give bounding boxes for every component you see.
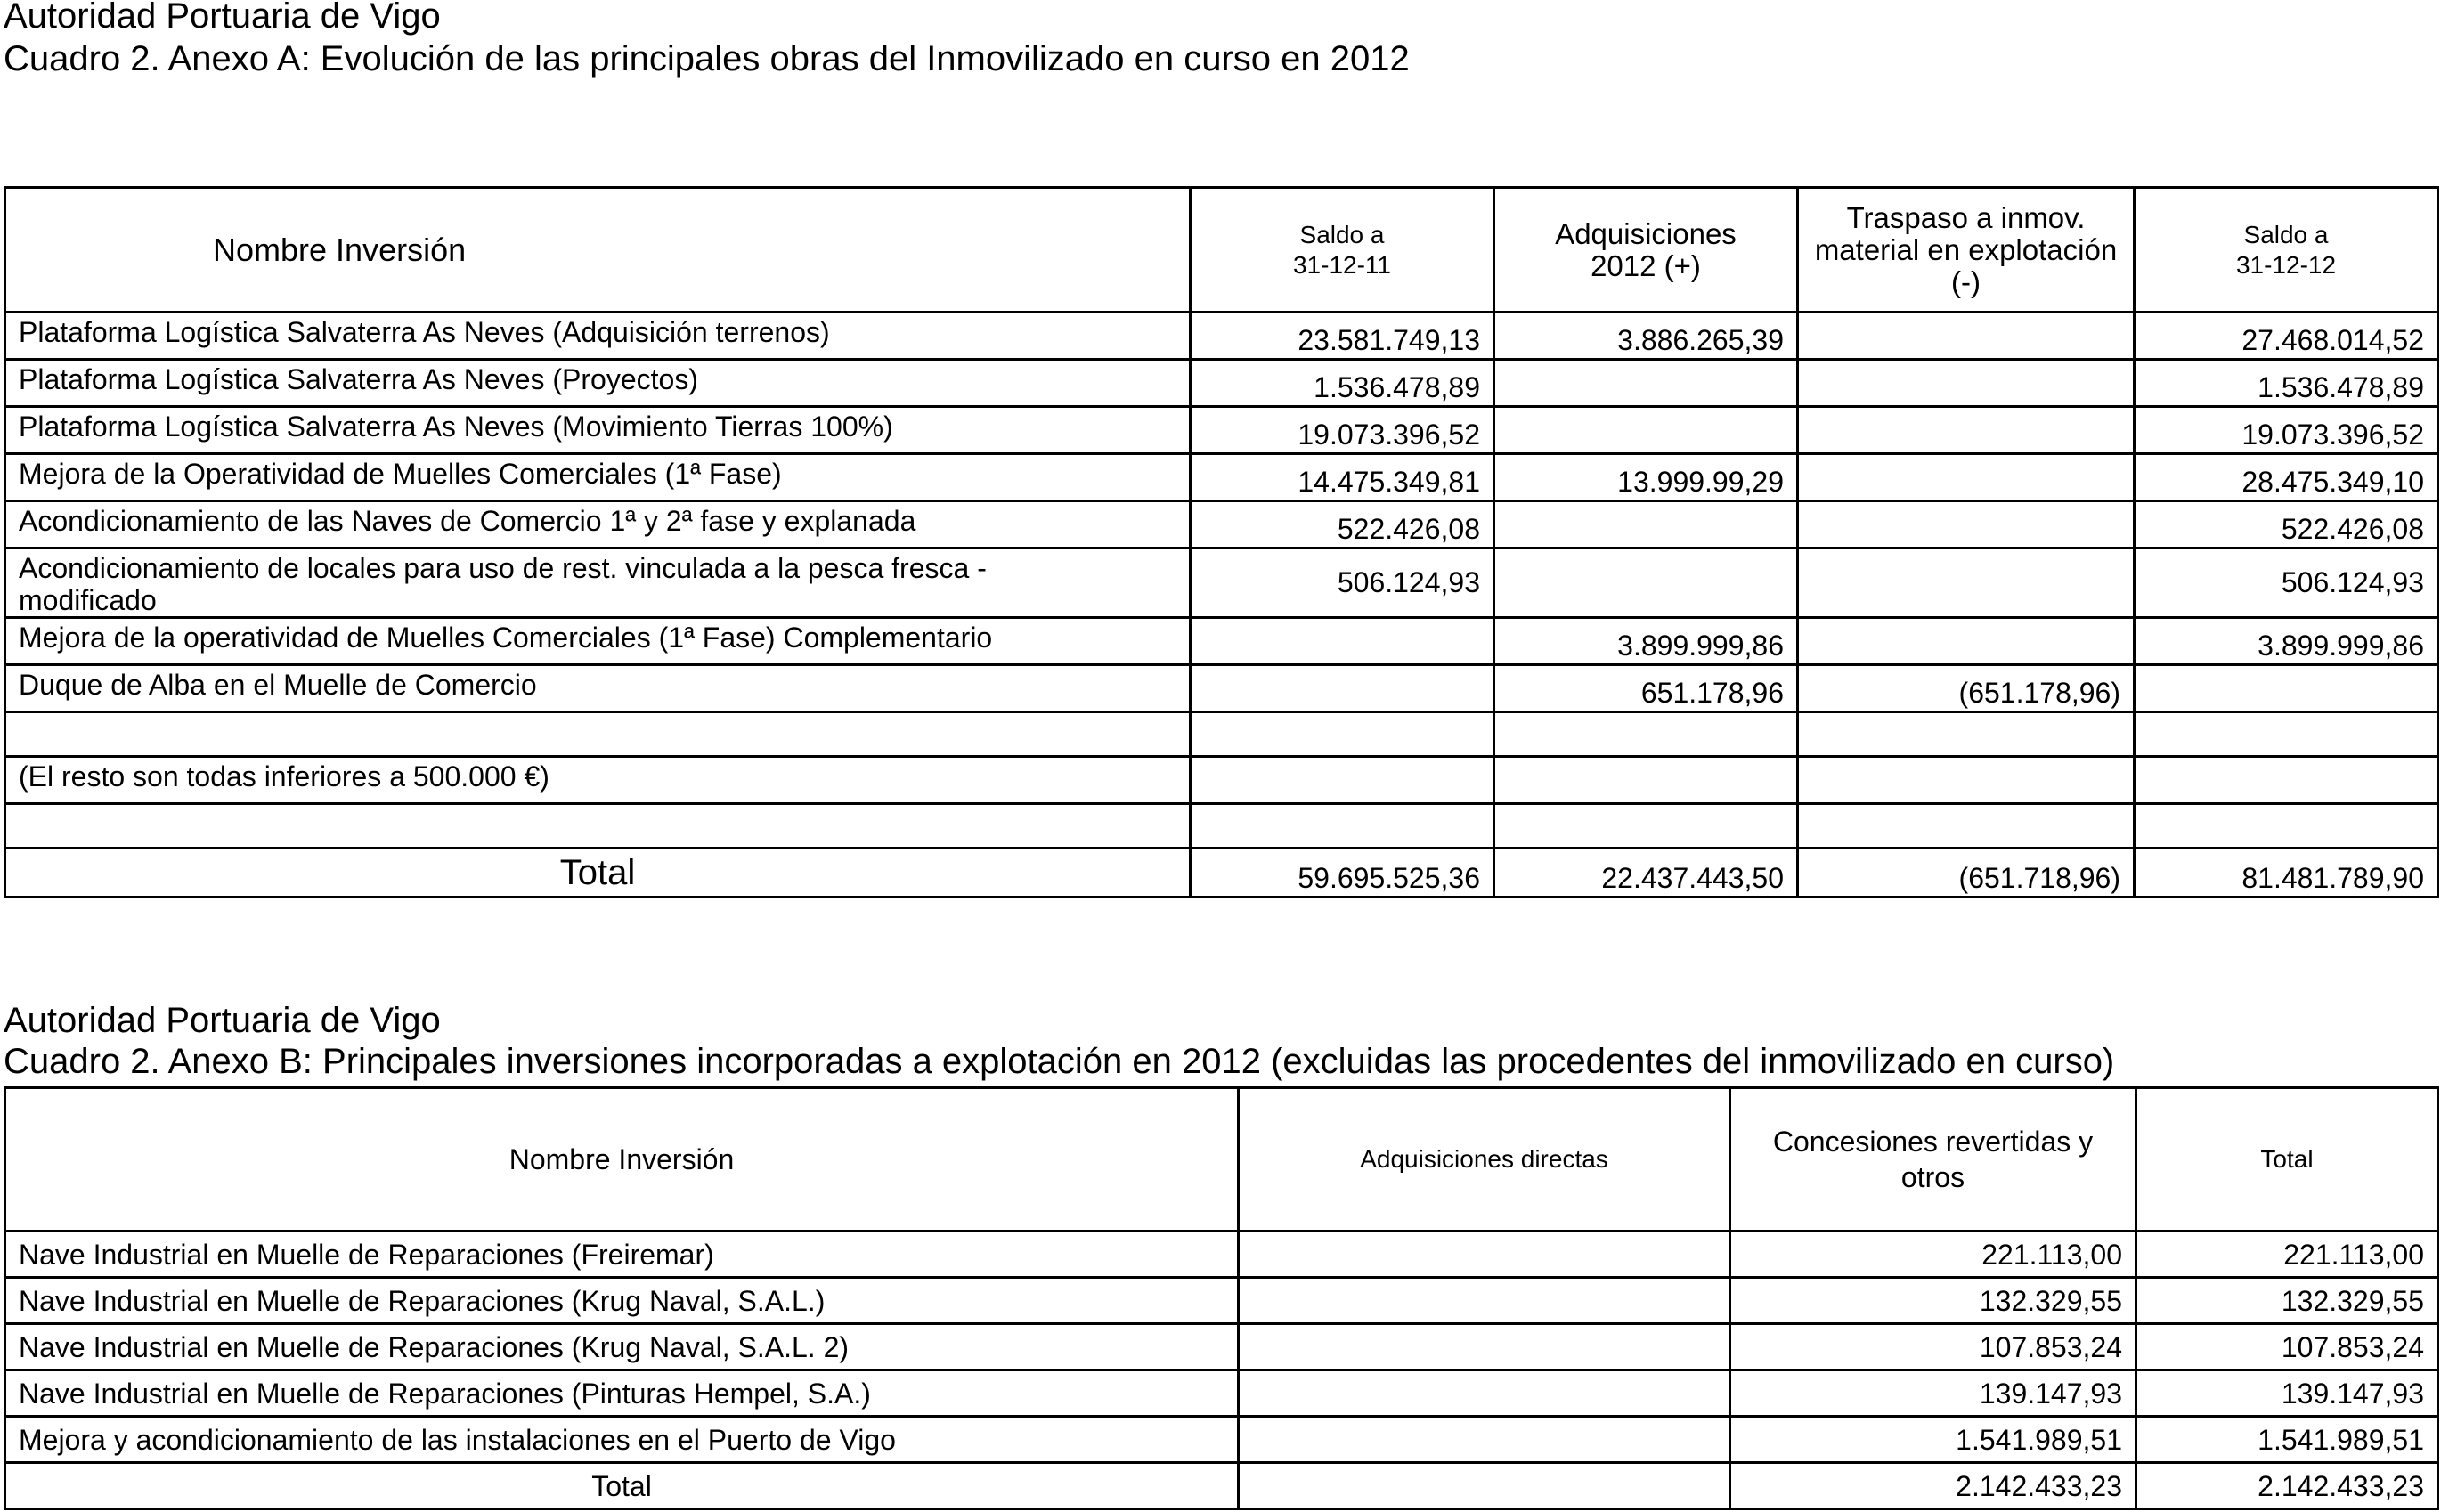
cell-directas [1239,1278,1730,1324]
col-header-name: Nombre Inversión [5,1088,1239,1232]
cell-concesiones: 132.329,55 [1730,1278,2136,1324]
table-row [5,1278,2438,1324]
cell-adquisiciones [1494,360,1798,407]
col-header-saldo-31-12-12: Saldo a 31-12-12 [2135,188,2438,313]
cell-total: 107.853,24 [2136,1324,2438,1370]
cell-total: 221.113,00 [2136,1232,2438,1278]
table-row [5,501,2438,549]
cell-traspaso [1798,407,2135,454]
cell-saldo-fin: 3.899.999,86 [2135,618,2438,665]
cell-adquisiciones: 3.899.999,86 [1494,618,1798,665]
empty-cell [5,804,1191,849]
cell-saldo-fin: 28.475.349,10 [2135,454,2438,501]
row-name: Nave Industrial en Muelle de Reparaciones (Freiremar) [5,1232,1239,1278]
row-name: Plataforma Logística Salvaterra As Neves (Adquisición terrenos) [5,313,1191,360]
row-name: Plataforma Logística Salvaterra As Neves (Movimiento Tierras 100%) [5,407,1191,454]
cell-saldo-ini: 506.124,93 [1191,549,1494,618]
cell-traspaso [1798,454,2135,501]
annex-b-org: Autoridad Portuaria de Vigo [4,1001,441,1040]
cell-saldo-ini [1191,665,1494,712]
total-concesiones: 2.142.433,23 [1730,1463,2136,1509]
cell-saldo-fin: 1.536.478,89 [2135,360,2438,407]
cell-traspaso [1798,313,2135,360]
cell-saldo-fin [2135,665,2438,712]
note-row [5,757,2438,804]
annex-a-table [4,186,2439,898]
cell-total: 1.541.989,51 [2136,1417,2438,1463]
cell-directas [1239,1370,1730,1417]
total-saldo-ini: 59.695.525,36 [1191,849,1494,898]
row-name: Acondicionamiento de locales para uso de rest. vinculada a la pesca fresca - modificado [5,549,1191,618]
row-name: Nave Industrial en Muelle de Reparaciones (Krug Naval, S.A.L.) [5,1278,1239,1324]
cell-saldo-ini: 14.475.349,81 [1191,454,1494,501]
empty-cell [1191,804,1494,849]
row-name: Mejora de la Operatividad de Muelles Comerciales (1ª Fase) [5,454,1191,501]
cell-saldo-fin: 506.124,93 [2135,549,2438,618]
empty-cell [2135,757,2438,804]
row-name: Plataforma Logística Salvaterra As Neves (Proyectos) [5,360,1191,407]
cell-directas [1239,1324,1730,1370]
cell-concesiones: 221.113,00 [1730,1232,2136,1278]
row-name: Acondicionamiento de las Naves de Comercio 1ª y 2ª fase y explanada [5,501,1191,549]
cell-traspaso [1798,618,2135,665]
cell-traspaso [1798,549,2135,618]
table-row [5,454,2438,501]
empty-cell [1494,804,1798,849]
total-row [5,849,2438,898]
empty-cell [1494,757,1798,804]
cell-adquisiciones: 13.999.99,29 [1494,454,1798,501]
table-row [5,665,2438,712]
cell-adquisiciones: 3.886.265,39 [1494,313,1798,360]
total-total: 2.142.433,23 [2136,1463,2438,1509]
col-header-total: Total [2136,1088,2438,1232]
empty-cell [1798,804,2135,849]
empty-cell [5,712,1191,757]
cell-adquisiciones [1494,549,1798,618]
total-label: Total [5,849,1191,898]
annex-b-header-row [5,1088,2438,1232]
empty-cell [2135,804,2438,849]
annex-a-title: Cuadro 2. Anexo A: Evolución de las principales obras del Inmovilizado en curso en 2012 [4,39,1410,78]
annex-b-title: Cuadro 2. Anexo B: Principales inversiones incorporadas a explotación en 2012 (excluidas las procedentes del inmovilizado en curso) [4,1042,2115,1081]
cell-traspaso [1798,360,2135,407]
cell-saldo-ini: 19.073.396,52 [1191,407,1494,454]
annex-a-org: Autoridad Portuaria de Vigo [4,0,441,36]
cell-saldo-ini [1191,618,1494,665]
table-row [5,360,2438,407]
cell-adquisiciones: 651.178,96 [1494,665,1798,712]
total-label: Total [5,1463,1239,1509]
cell-total: 132.329,55 [2136,1278,2438,1324]
table-row [5,1370,2438,1417]
empty-cell [2135,712,2438,757]
cell-saldo-fin: 522.426,08 [2135,501,2438,549]
annex-b-table [4,1086,2439,1510]
col-header-saldo-31-12-11: Saldo a 31-12-11 [1191,188,1494,313]
empty-cell [1798,712,2135,757]
total-traspaso: (651.718,96) [1798,849,2135,898]
empty-row [5,712,2438,757]
empty-cell [1798,757,2135,804]
row-name: Mejora de la operatividad de Muelles Comerciales (1ª Fase) Complementario [5,618,1191,665]
cell-directas [1239,1232,1730,1278]
cell-traspaso [1798,501,2135,549]
empty-cell [1191,712,1494,757]
empty-cell [1191,757,1494,804]
cell-saldo-fin: 27.468.014,52 [2135,313,2438,360]
cell-adquisiciones [1494,501,1798,549]
cell-concesiones: 139.147,93 [1730,1370,2136,1417]
table-row [5,1232,2438,1278]
table-row [5,407,2438,454]
table-row [5,1324,2438,1370]
row-name: Nave Industrial en Muelle de Reparaciones (Pinturas Hempel, S.A.) [5,1370,1239,1417]
table-row [5,618,2438,665]
total-adquisiciones: 22.437.443,50 [1494,849,1798,898]
note-text: (El resto son todas inferiores a 500.000 €) [5,757,1191,804]
empty-cell [1494,712,1798,757]
col-header-concesiones: Concesiones revertidas y otros [1730,1088,2136,1232]
total-row [5,1463,2438,1509]
total-directas [1239,1463,1730,1509]
col-header-adquisiciones: Adquisiciones 2012 (+) [1494,188,1798,313]
table-row [5,313,2438,360]
cell-concesiones: 1.541.989,51 [1730,1417,2136,1463]
cell-traspaso: (651.178,96) [1798,665,2135,712]
col-header-name: Nombre Inversión [5,188,1191,313]
cell-saldo-fin: 19.073.396,52 [2135,407,2438,454]
empty-row [5,804,2438,849]
cell-saldo-ini: 522.426,08 [1191,501,1494,549]
row-name: Mejora y acondicionamiento de las instalaciones en el Puerto de Vigo [5,1417,1239,1463]
table-row [5,1417,2438,1463]
cell-adquisiciones [1494,407,1798,454]
total-saldo-fin: 81.481.789,90 [2135,849,2438,898]
row-name: Nave Industrial en Muelle de Reparaciones (Krug Naval, S.A.L. 2) [5,1324,1239,1370]
cell-saldo-ini: 23.581.749,13 [1191,313,1494,360]
col-header-adquisiciones-directas: Adquisiciones directas [1239,1088,1730,1232]
annex-a-header-row [5,188,2438,313]
cell-saldo-ini: 1.536.478,89 [1191,360,1494,407]
table-row [5,549,2438,618]
cell-total: 139.147,93 [2136,1370,2438,1417]
row-name: Duque de Alba en el Muelle de Comercio [5,665,1191,712]
cell-directas [1239,1417,1730,1463]
col-header-traspaso: Traspaso a inmov. material en explotación (-) [1798,188,2135,313]
cell-concesiones: 107.853,24 [1730,1324,2136,1370]
